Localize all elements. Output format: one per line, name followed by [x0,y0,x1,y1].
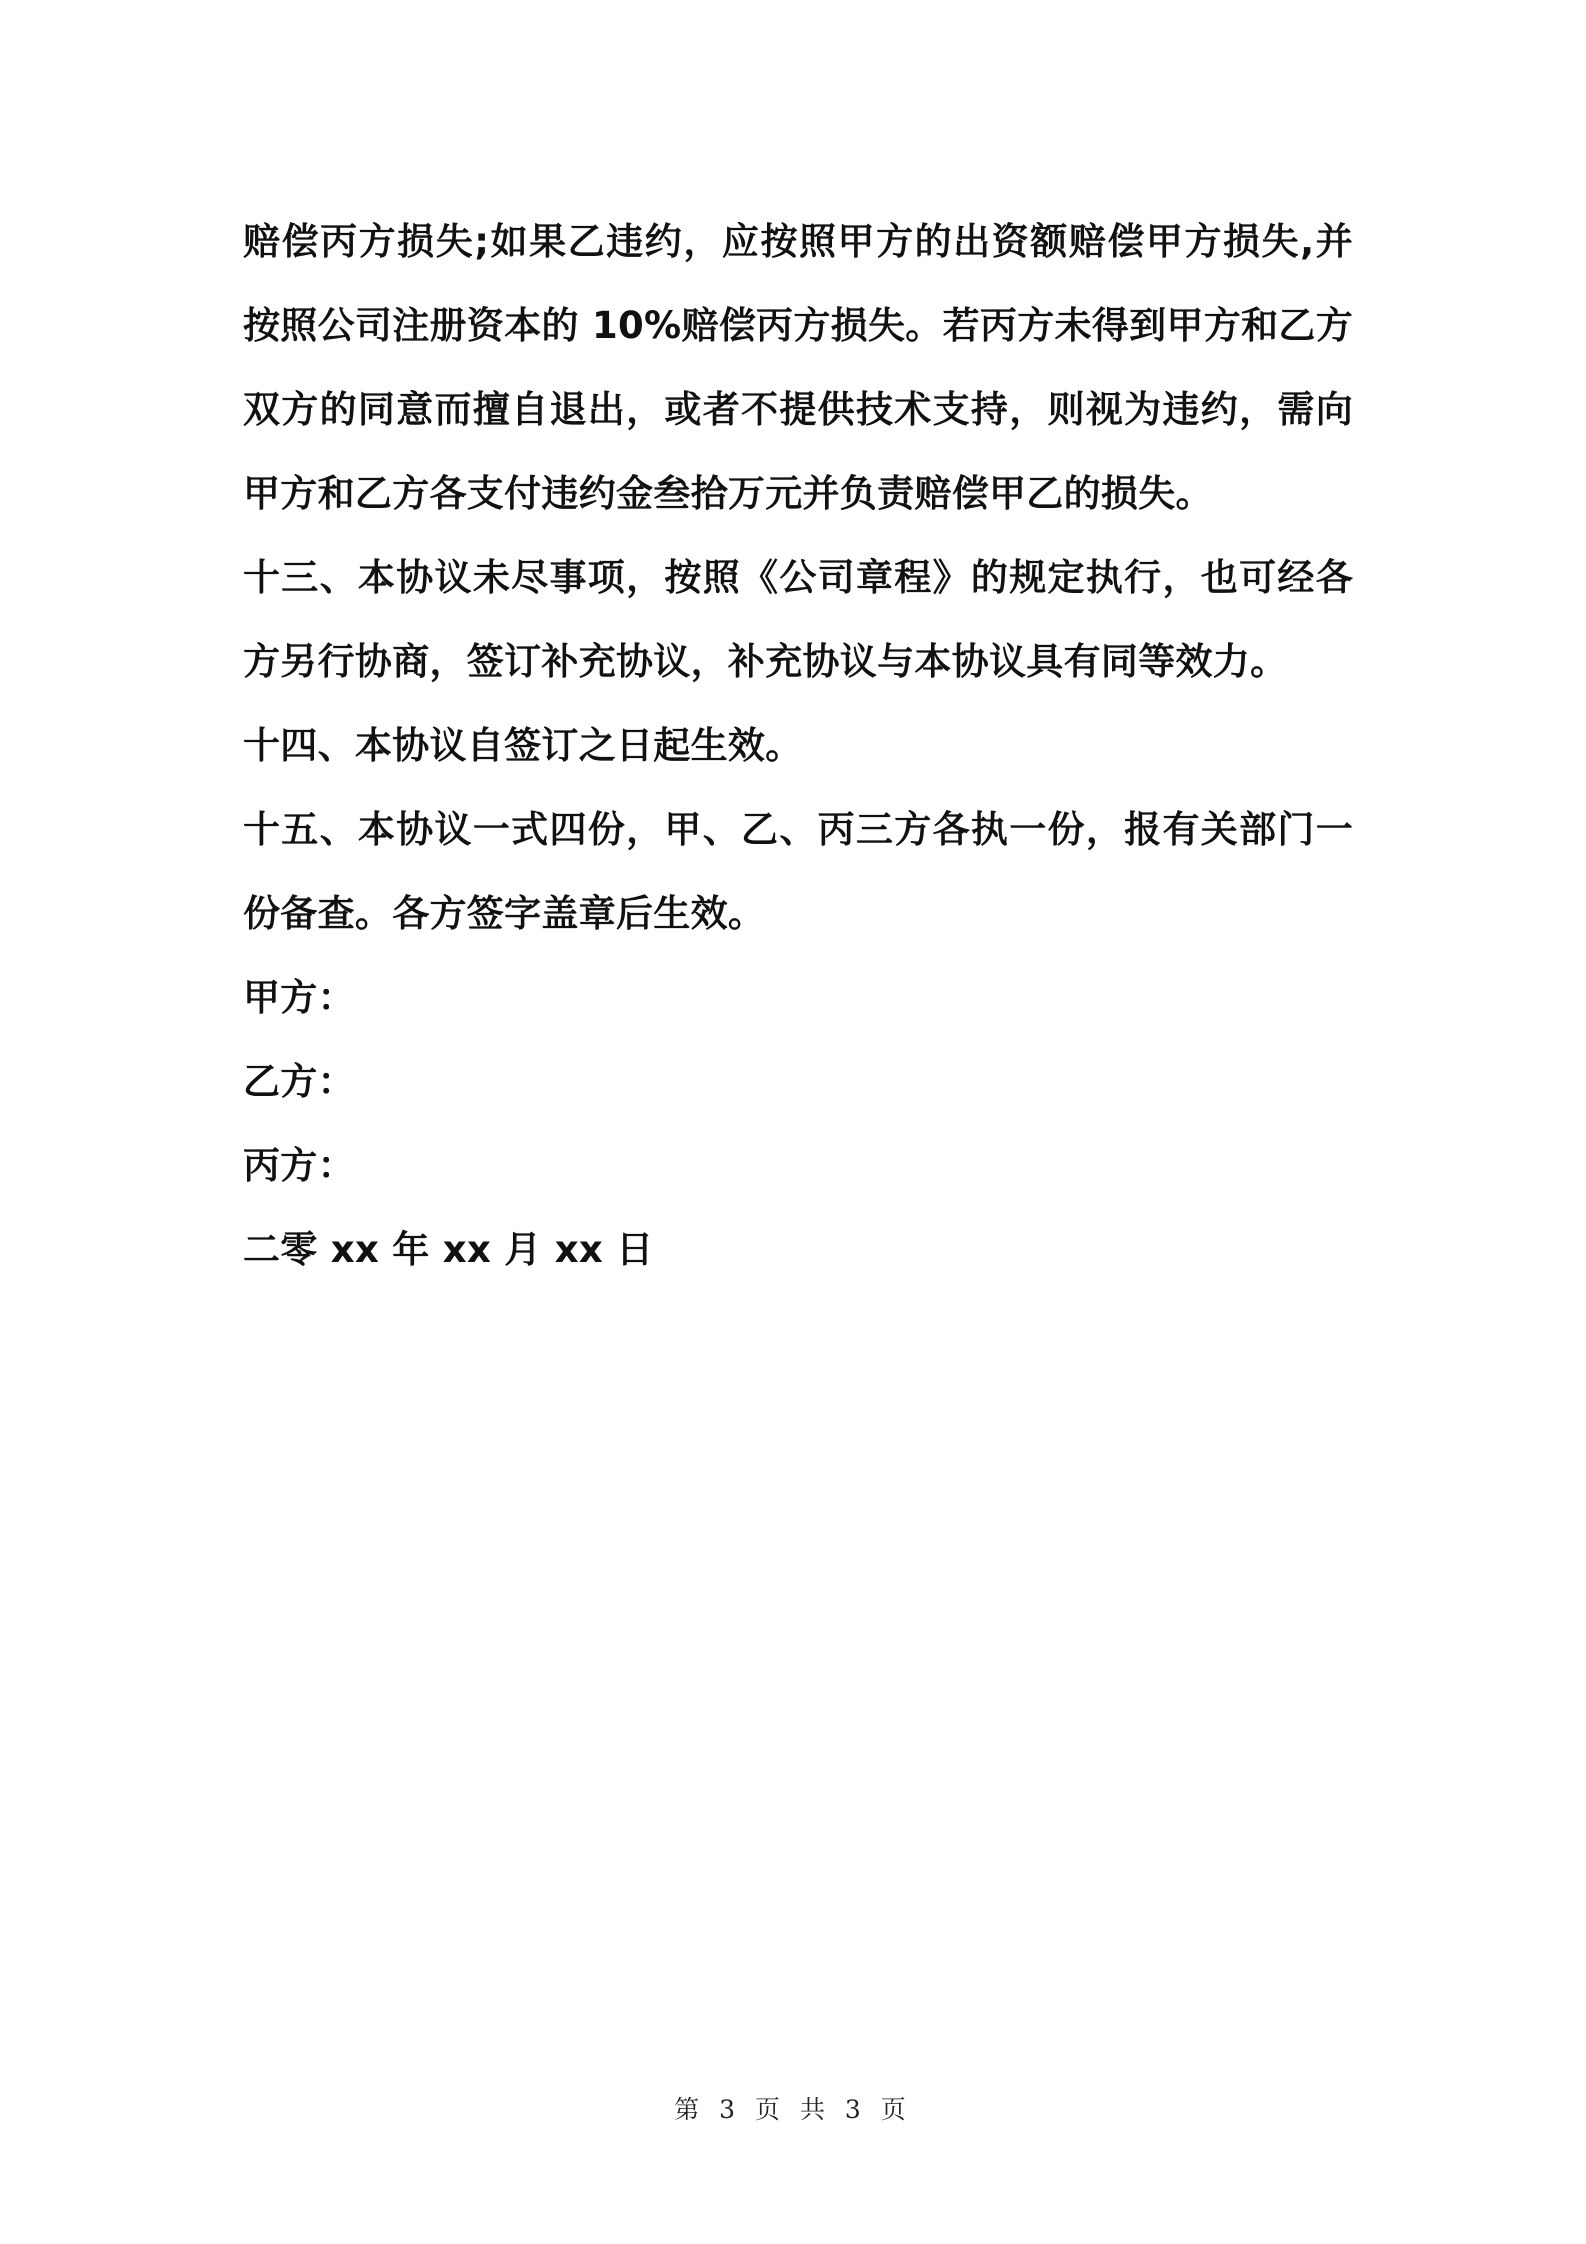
signature-party-b: 乙方： [243,1060,355,1103]
page-footer: 第 3 页 共 3 页 [674,2095,912,2124]
paragraph-clause-15: 十五、本协议一式四份，甲、乙、丙三方各执一份，报有关部门一份备查。各方签字盖章后生效。 [243,808,1353,935]
signature-party-a: 甲方： [243,976,355,1019]
paragraph-compensation-clause: 赔偿丙方损失;如果乙违约，应按照甲方的出资额赔偿甲方损失,并按照公司注册资本的 10%赔偿丙方损失。若丙方未得到甲方和乙方双方的同意而擅自退出，或者不提供技术支持，则视为违约，需向甲方和乙方各支付违约金叁拾万元并负责赔偿甲乙的损失。 [243,220,1353,515]
signature-date: 二零 xx 年 xx 月 xx 日 [243,1228,654,1271]
document-body [243,200,1353,1292]
paragraph-clause-14: 十四、本协议自签订之日起生效。 [243,724,803,767]
signature-party-c: 丙方： [243,1144,355,1187]
paragraph-clause-13: 十三、本协议未尽事项，按照《公司章程》的规定执行，也可经各方另行协商，签订补充协议，补充协议与本协议具有同等效力。 [243,556,1353,683]
